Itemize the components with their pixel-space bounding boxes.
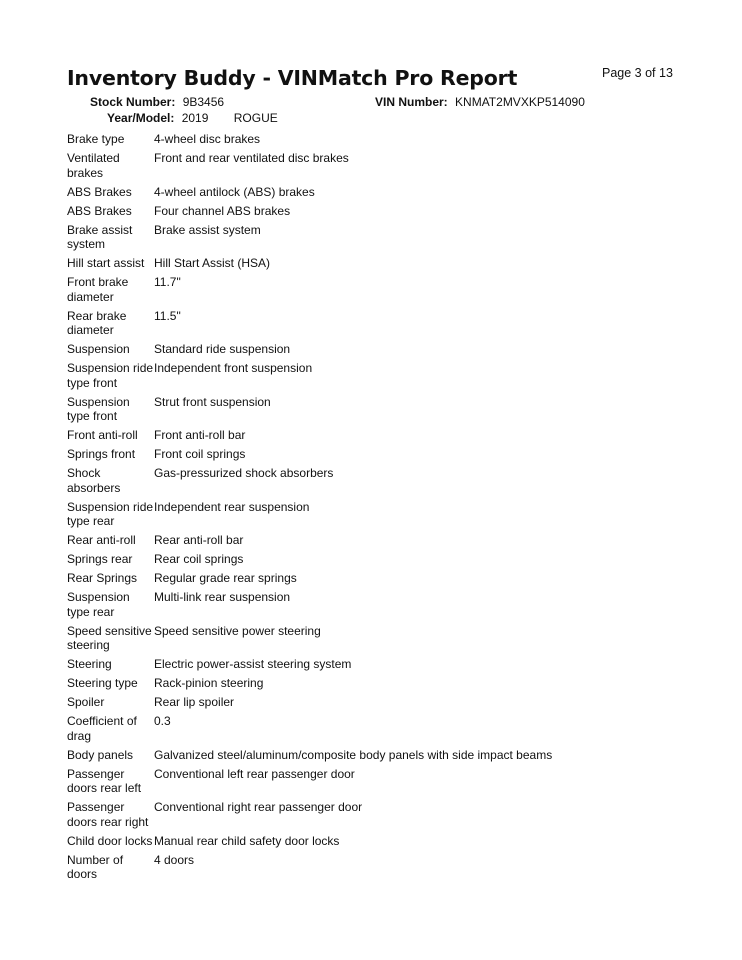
spec-value: Independent rear suspension <box>154 499 310 514</box>
spec-label: Spoiler <box>67 695 105 709</box>
year-model <box>107 111 278 126</box>
spec-value: 4-wheel disc brakes <box>154 132 261 146</box>
spec-value: Manual rear child safety door locks <box>154 833 340 848</box>
spec-value: 4-wheel antilock (ABS) brakes <box>154 184 315 199</box>
report-title: Inventory Buddy - VINMatch Pro Report <box>67 66 518 90</box>
spec-row <box>67 342 687 357</box>
vin-number-label: VIN Number: <box>375 95 448 109</box>
spec-row <box>67 767 687 796</box>
spec-row <box>67 853 687 882</box>
spec-row <box>67 676 687 691</box>
spec-row <box>67 800 687 829</box>
spec-label: Rear brake diameter <box>67 308 127 337</box>
spec-label: Suspension type front <box>67 394 130 423</box>
spec-value: Rear lip spoiler <box>154 695 235 709</box>
spec-row <box>67 466 687 495</box>
spec-row <box>67 395 687 424</box>
vin-number-value: KNMAT2MVXKP514090 <box>455 95 585 109</box>
spec-label: Rear Springs <box>67 571 138 585</box>
spec-label: Front anti-roll <box>67 428 138 442</box>
spec-value: Strut front suspension <box>154 394 271 409</box>
spec-value: Rear coil springs <box>154 552 244 566</box>
spec-value: 0.3 <box>154 714 171 728</box>
vin-number <box>375 95 585 110</box>
spec-row <box>67 500 687 529</box>
spec-label: Brake type <box>67 132 125 146</box>
spec-row <box>67 533 687 548</box>
year-model-label: Year/Model: <box>107 111 175 125</box>
spec-value: Front coil springs <box>154 447 246 461</box>
spec-value: Brake assist system <box>154 222 261 237</box>
model-value: ROGUE <box>233 111 278 125</box>
spec-label: Steering <box>67 657 112 671</box>
spec-label: Rear anti-roll <box>67 533 136 547</box>
spec-value: Conventional right rear passenger door <box>154 800 363 814</box>
spec-label: Body panels <box>67 747 134 762</box>
spec-value: Four channel ABS brakes <box>154 203 291 218</box>
spec-row <box>67 256 687 271</box>
spec-row <box>67 185 687 200</box>
spec-value: Galvanized steel/aluminum/composite body panels with side impact beams <box>154 747 553 762</box>
spec-row <box>67 132 687 147</box>
spec-row <box>67 695 687 710</box>
spec-label: Suspension ride type front <box>67 361 154 390</box>
spec-value: Front and rear ventilated disc brakes <box>154 151 349 165</box>
spec-row <box>67 223 687 252</box>
spec-value: Gas-pressurized shock absorbers <box>154 466 334 480</box>
stock-number <box>90 95 224 110</box>
spec-row <box>67 309 687 338</box>
spec-label: Number of doors <box>67 852 124 881</box>
spec-label: Passenger doors rear left <box>67 766 142 795</box>
spec-table <box>67 132 687 886</box>
spec-value: Front anti-roll bar <box>154 428 246 442</box>
spec-row <box>67 151 687 180</box>
spec-row <box>67 714 687 743</box>
spec-value: Regular grade rear springs <box>154 571 297 585</box>
spec-row <box>67 624 687 653</box>
spec-label: Suspension <box>67 342 130 356</box>
page-number: Page 3 of 13 <box>602 66 673 80</box>
spec-row <box>67 657 687 672</box>
spec-label: Speed sensitive steering <box>67 623 152 652</box>
spec-label: Suspension ride type rear <box>67 499 154 528</box>
spec-label: Coefficient of drag <box>67 714 137 743</box>
stock-number-value: 9B3456 <box>182 95 225 109</box>
spec-value: Speed sensitive power steering <box>154 623 321 638</box>
spec-label: ABS Brakes <box>67 184 132 199</box>
spec-row <box>67 447 687 462</box>
stock-number-label: Stock Number: <box>90 95 176 109</box>
spec-label: ABS Brakes <box>67 203 132 218</box>
spec-label: Ventilated brakes <box>67 151 120 180</box>
spec-label: Shock absorbers <box>67 466 121 495</box>
spec-row <box>67 590 687 619</box>
spec-row <box>67 275 687 304</box>
spec-value: Conventional left rear passenger door <box>154 766 355 781</box>
spec-value: Standard ride suspension <box>154 342 291 356</box>
spec-label: Springs rear <box>67 552 133 566</box>
spec-label: Brake assist system <box>67 222 133 251</box>
spec-row <box>67 748 687 763</box>
year-value: 2019 <box>181 111 209 125</box>
spec-row <box>67 552 687 567</box>
spec-value: Rack-pinion steering <box>154 676 264 690</box>
spec-value: 11.5" <box>154 308 181 323</box>
spec-label: Passenger doors rear right <box>67 800 149 829</box>
spec-value: Hill Start Assist (HSA) <box>154 256 271 270</box>
spec-value: Electric power-assist steering system <box>154 657 352 671</box>
spec-row <box>67 204 687 219</box>
spec-label: Child door locks <box>67 833 153 848</box>
spec-value: Rear anti-roll bar <box>154 533 244 547</box>
spec-value: 11.7" <box>154 275 181 289</box>
spec-label: Hill start assist <box>67 256 145 270</box>
spec-row <box>67 834 687 849</box>
spec-label: Steering type <box>67 676 138 690</box>
spec-row <box>67 571 687 586</box>
spec-label: Front brake diameter <box>67 275 129 304</box>
spec-value: Multi-link rear suspension <box>154 590 291 604</box>
spec-value: 4 doors <box>154 852 195 867</box>
spec-row <box>67 428 687 443</box>
spec-value: Independent front suspension <box>154 361 313 375</box>
spec-label: Springs front <box>67 447 136 461</box>
spec-row <box>67 361 687 390</box>
spec-label: Suspension type rear <box>67 590 130 619</box>
